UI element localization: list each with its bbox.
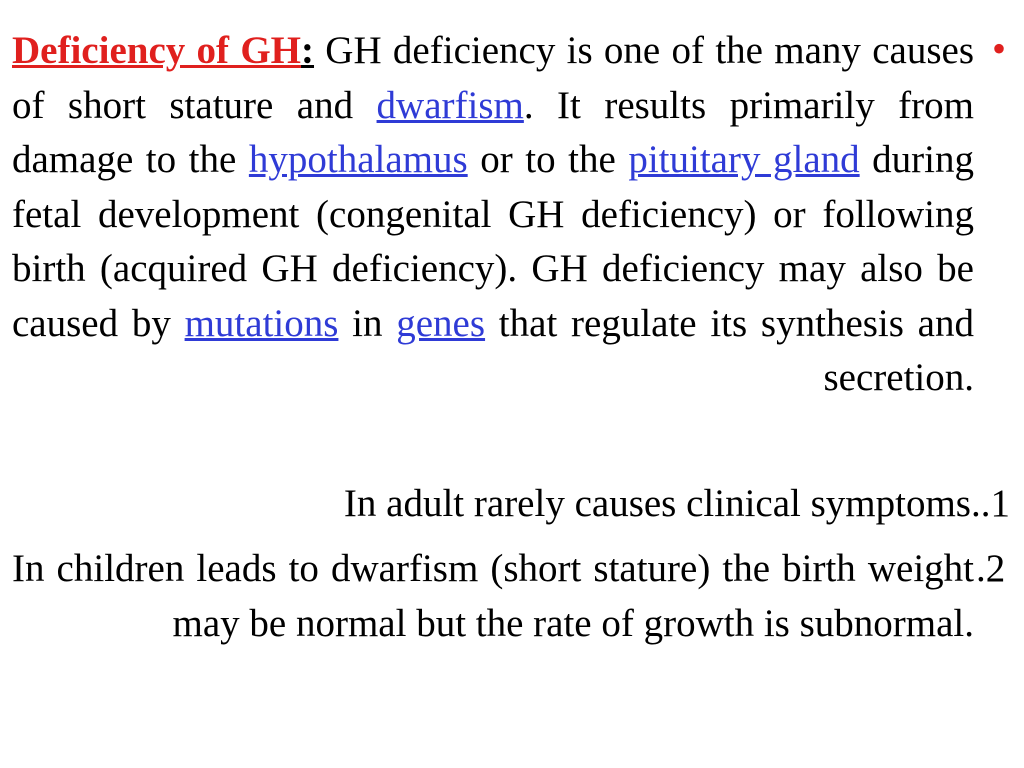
- heading-deficiency-of-gh: Deficiency of GH: [12, 29, 302, 72]
- bullet-icon: •: [992, 26, 1007, 71]
- list-item-adult-text: In adult rarely causes clinical symptoms.: [343, 482, 981, 525]
- list-item-children-number: .2: [976, 547, 1006, 590]
- heading-colon: :: [301, 29, 315, 72]
- list-item-adult-number: .1: [980, 482, 1010, 525]
- paragraph-text-5: in: [338, 301, 397, 345]
- paragraph-text-4: during fetal development (congenital GH deficiency) or following birth (acquired GH deficiency). GH deficiency may also be caused by: [12, 138, 975, 345]
- link-hypothalamus[interactable]: hypothalamus: [248, 138, 468, 181]
- paragraph-text-2: . It results primarily from damage to the: [12, 83, 974, 181]
- link-dwarfism[interactable]: dwarfism: [376, 83, 524, 127]
- link-pituitary-gland[interactable]: pituitary gland: [628, 138, 860, 181]
- paragraph-text-1: GH deficiency is one of the many causes of short stature and: [12, 29, 974, 127]
- paragraph-text-3: or to the: [467, 138, 629, 181]
- paragraph-text-6: that regulate its synthesis and secretion.: [485, 301, 974, 399]
- link-mutations[interactable]: mutations: [184, 301, 339, 345]
- list-item-adult: [344, 477, 1010, 531]
- paragraph-gh-deficiency: [12, 24, 974, 406]
- list-item-children-text: In children leads to dwarfism (short stature) the birth weight may be normal but the rate of growth is subnormal.: [12, 547, 974, 645]
- link-genes[interactable]: genes: [396, 301, 486, 345]
